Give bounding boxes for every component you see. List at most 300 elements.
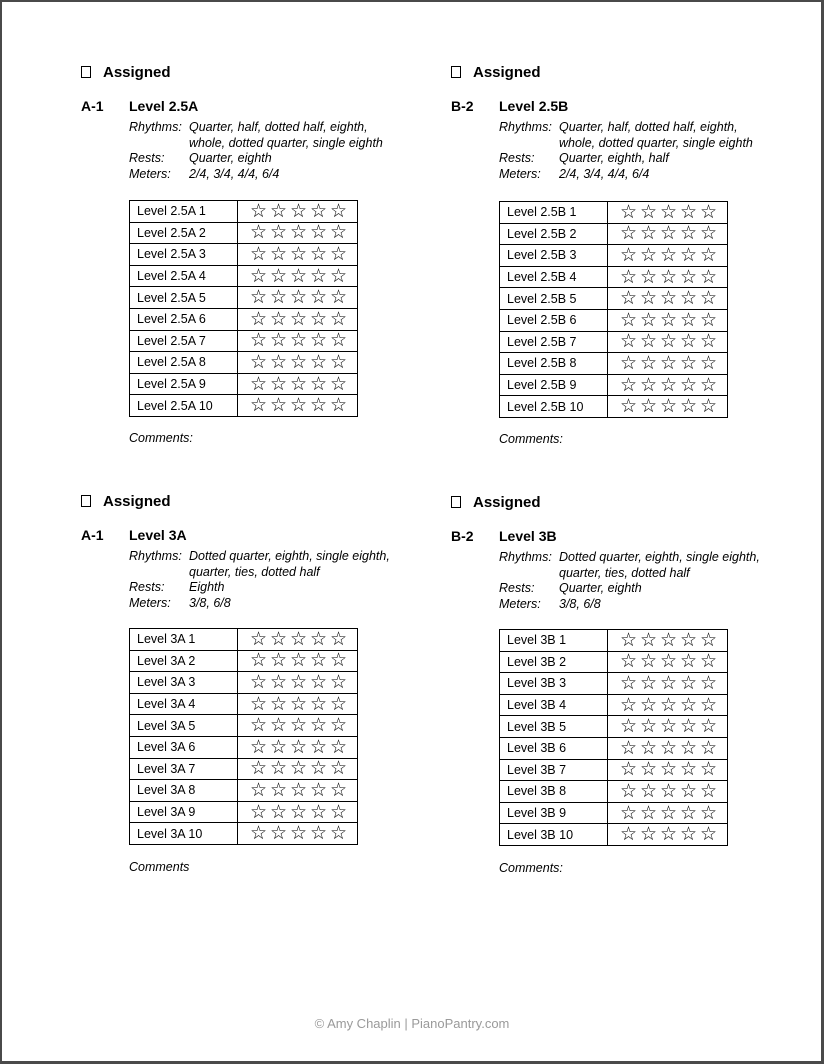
- star-outline-icon[interactable]: ☆: [329, 670, 347, 693]
- star-outline-icon[interactable]: ☆: [269, 714, 287, 737]
- star-outline-icon[interactable]: ☆: [249, 800, 267, 823]
- star-outline-icon[interactable]: ☆: [289, 714, 307, 737]
- star-outline-icon[interactable]: ☆: [679, 823, 697, 846]
- star-outline-icon[interactable]: ☆: [699, 823, 717, 846]
- assigned-row: [451, 493, 541, 511]
- table-row: [500, 245, 728, 267]
- star-outline-icon[interactable]: ☆: [639, 330, 657, 353]
- star-outline-icon[interactable]: ☆: [289, 286, 307, 309]
- star-outline-icon[interactable]: ☆: [679, 650, 697, 673]
- star-outline-icon[interactable]: ☆: [249, 822, 267, 845]
- star-outline-icon[interactable]: ☆: [619, 628, 637, 651]
- rhythms-value: Quarter, half, dotted half, eighth, whole, dotted quarter, single eighth: [189, 120, 383, 150]
- star-rating[interactable]: [238, 801, 358, 823]
- table-row: [130, 222, 358, 244]
- star-outline-icon[interactable]: ☆: [679, 801, 697, 824]
- star-outline-icon[interactable]: ☆: [329, 307, 347, 330]
- piece-name: Level 3B 4: [500, 694, 608, 716]
- star-outline-icon[interactable]: ☆: [329, 757, 347, 780]
- star-outline-icon[interactable]: ☆: [659, 736, 677, 759]
- star-outline-icon[interactable]: ☆: [659, 222, 677, 245]
- star-outline-icon[interactable]: ☆: [309, 221, 327, 244]
- star-outline-icon[interactable]: ☆: [619, 801, 637, 824]
- star-outline-icon[interactable]: ☆: [329, 394, 347, 417]
- star-outline-icon[interactable]: ☆: [269, 627, 287, 650]
- star-outline-icon[interactable]: ☆: [249, 221, 267, 244]
- star-outline-icon[interactable]: ☆: [289, 307, 307, 330]
- star-rating[interactable]: [238, 222, 358, 244]
- star-outline-icon[interactable]: ☆: [329, 199, 347, 222]
- star-outline-icon[interactable]: ☆: [619, 715, 637, 738]
- star-outline-icon[interactable]: ☆: [639, 693, 657, 716]
- piece-name: Level 2.5A 7: [130, 330, 238, 352]
- star-outline-icon[interactable]: ☆: [249, 714, 267, 737]
- piece-name: Level 3B 3: [500, 673, 608, 695]
- star-rating[interactable]: [608, 396, 728, 418]
- star-outline-icon[interactable]: ☆: [659, 801, 677, 824]
- star-outline-icon[interactable]: ☆: [309, 778, 327, 801]
- star-outline-icon[interactable]: ☆: [289, 329, 307, 352]
- star-outline-icon[interactable]: ☆: [289, 670, 307, 693]
- star-outline-icon[interactable]: ☆: [249, 372, 267, 395]
- star-outline-icon[interactable]: ☆: [679, 395, 697, 418]
- star-outline-icon[interactable]: ☆: [309, 350, 327, 373]
- star-outline-icon[interactable]: ☆: [249, 670, 267, 693]
- star-outline-icon[interactable]: ☆: [309, 649, 327, 672]
- table-row: [130, 758, 358, 780]
- star-outline-icon[interactable]: ☆: [289, 350, 307, 373]
- star-outline-icon[interactable]: ☆: [309, 757, 327, 780]
- star-outline-icon[interactable]: ☆: [619, 265, 637, 288]
- star-rating[interactable]: [608, 716, 728, 738]
- star-outline-icon[interactable]: ☆: [639, 650, 657, 673]
- table-row: [500, 630, 728, 652]
- piece-name: Level 2.5A 8: [130, 352, 238, 374]
- star-outline-icon[interactable]: ☆: [269, 692, 287, 715]
- star-outline-icon[interactable]: ☆: [679, 200, 697, 223]
- star-rating[interactable]: [608, 374, 728, 396]
- level-code: A-1: [81, 527, 104, 543]
- star-outline-icon[interactable]: ☆: [679, 222, 697, 245]
- star-outline-icon[interactable]: ☆: [309, 670, 327, 693]
- star-rating[interactable]: [608, 824, 728, 846]
- star-outline-icon[interactable]: ☆: [269, 778, 287, 801]
- star-rating[interactable]: [238, 330, 358, 352]
- star-outline-icon[interactable]: ☆: [659, 351, 677, 374]
- meters-label: Meters:: [129, 595, 171, 610]
- star-rating[interactable]: [238, 201, 358, 223]
- star-outline-icon[interactable]: ☆: [329, 286, 347, 309]
- star-outline-icon[interactable]: ☆: [269, 199, 287, 222]
- star-outline-icon[interactable]: ☆: [329, 372, 347, 395]
- star-outline-icon[interactable]: ☆: [639, 395, 657, 418]
- assigned-label: Assigned: [103, 492, 171, 510]
- star-rating[interactable]: [608, 202, 728, 224]
- star-outline-icon[interactable]: ☆: [329, 714, 347, 737]
- star-outline-icon[interactable]: ☆: [289, 221, 307, 244]
- piece-name: Level 2.5B 9: [500, 374, 608, 396]
- star-rating[interactable]: [238, 672, 358, 694]
- star-outline-icon[interactable]: ☆: [699, 200, 717, 223]
- star-rating[interactable]: [608, 266, 728, 288]
- piece-rating-table: [129, 200, 358, 417]
- star-outline-icon[interactable]: ☆: [269, 372, 287, 395]
- star-outline-icon[interactable]: ☆: [639, 779, 657, 802]
- star-rating[interactable]: [608, 630, 728, 652]
- rests-value: Eighth: [189, 580, 225, 595]
- star-outline-icon[interactable]: ☆: [619, 243, 637, 266]
- star-outline-icon[interactable]: ☆: [289, 242, 307, 265]
- star-outline-icon[interactable]: ☆: [619, 758, 637, 781]
- star-rating[interactable]: [238, 758, 358, 780]
- star-rating[interactable]: [238, 395, 358, 417]
- star-outline-icon[interactable]: ☆: [679, 758, 697, 781]
- table-row: [130, 801, 358, 823]
- star-outline-icon[interactable]: ☆: [699, 265, 717, 288]
- star-outline-icon[interactable]: ☆: [289, 735, 307, 758]
- star-outline-icon[interactable]: ☆: [289, 778, 307, 801]
- piece-name: Level 2.5A 2: [130, 222, 238, 244]
- star-outline-icon[interactable]: ☆: [619, 222, 637, 245]
- star-rating[interactable]: [608, 802, 728, 824]
- star-rating[interactable]: [608, 331, 728, 353]
- star-outline-icon[interactable]: ☆: [699, 351, 717, 374]
- assigned-checkbox[interactable]: [81, 495, 91, 507]
- star-outline-icon[interactable]: ☆: [699, 243, 717, 266]
- star-outline-icon[interactable]: ☆: [289, 627, 307, 650]
- star-outline-icon[interactable]: ☆: [269, 264, 287, 287]
- table-row: [130, 650, 358, 672]
- star-outline-icon[interactable]: ☆: [269, 350, 287, 373]
- star-rating[interactable]: [238, 736, 358, 758]
- star-outline-icon[interactable]: ☆: [289, 800, 307, 823]
- rests-value: Quarter, eighth: [189, 151, 272, 166]
- level-title: Level 3A: [129, 527, 187, 543]
- star-outline-icon[interactable]: ☆: [289, 394, 307, 417]
- star-outline-icon[interactable]: ☆: [619, 287, 637, 310]
- star-outline-icon[interactable]: ☆: [309, 264, 327, 287]
- star-outline-icon[interactable]: ☆: [699, 736, 717, 759]
- piece-name: Level 2.5B 2: [500, 223, 608, 245]
- star-outline-icon[interactable]: ☆: [659, 823, 677, 846]
- star-outline-icon[interactable]: ☆: [639, 265, 657, 288]
- star-outline-icon[interactable]: ☆: [619, 650, 637, 673]
- star-outline-icon[interactable]: ☆: [639, 351, 657, 374]
- star-outline-icon[interactable]: ☆: [249, 778, 267, 801]
- star-outline-icon[interactable]: ☆: [699, 222, 717, 245]
- star-rating[interactable]: [238, 823, 358, 845]
- star-outline-icon[interactable]: ☆: [639, 736, 657, 759]
- star-outline-icon[interactable]: ☆: [639, 200, 657, 223]
- star-outline-icon[interactable]: ☆: [269, 800, 287, 823]
- table-row: [500, 737, 728, 759]
- star-outline-icon[interactable]: ☆: [659, 693, 677, 716]
- star-outline-icon[interactable]: ☆: [619, 823, 637, 846]
- star-outline-icon[interactable]: ☆: [289, 372, 307, 395]
- star-outline-icon[interactable]: ☆: [679, 715, 697, 738]
- star-outline-icon[interactable]: ☆: [249, 199, 267, 222]
- star-rating[interactable]: [238, 352, 358, 374]
- table-row: [500, 651, 728, 673]
- star-outline-icon[interactable]: ☆: [249, 735, 267, 758]
- star-outline-icon[interactable]: ☆: [679, 671, 697, 694]
- star-outline-icon[interactable]: ☆: [659, 650, 677, 673]
- table-row: [500, 716, 728, 738]
- star-outline-icon[interactable]: ☆: [269, 757, 287, 780]
- star-outline-icon[interactable]: ☆: [309, 822, 327, 845]
- piece-name: Level 3A 10: [130, 823, 238, 845]
- star-rating[interactable]: [608, 781, 728, 803]
- star-outline-icon[interactable]: ☆: [699, 628, 717, 651]
- star-outline-icon[interactable]: ☆: [329, 221, 347, 244]
- assigned-checkbox[interactable]: [81, 66, 91, 78]
- star-rating[interactable]: [238, 287, 358, 309]
- star-outline-icon[interactable]: ☆: [289, 692, 307, 715]
- star-outline-icon[interactable]: ☆: [249, 627, 267, 650]
- star-rating[interactable]: [608, 759, 728, 781]
- piece-name: Level 3B 10: [500, 824, 608, 846]
- star-outline-icon[interactable]: ☆: [639, 628, 657, 651]
- star-outline-icon[interactable]: ☆: [659, 671, 677, 694]
- star-outline-icon[interactable]: ☆: [699, 715, 717, 738]
- piece-name: Level 2.5B 7: [500, 331, 608, 353]
- star-outline-icon[interactable]: ☆: [699, 308, 717, 331]
- star-outline-icon[interactable]: ☆: [329, 778, 347, 801]
- table-row: [500, 396, 728, 418]
- star-rating[interactable]: [608, 694, 728, 716]
- star-outline-icon[interactable]: ☆: [249, 394, 267, 417]
- star-outline-icon[interactable]: ☆: [619, 373, 637, 396]
- star-outline-icon[interactable]: ☆: [639, 671, 657, 694]
- star-outline-icon[interactable]: ☆: [699, 395, 717, 418]
- star-outline-icon[interactable]: ☆: [309, 199, 327, 222]
- star-outline-icon[interactable]: ☆: [249, 307, 267, 330]
- star-outline-icon[interactable]: ☆: [309, 329, 327, 352]
- star-outline-icon[interactable]: ☆: [249, 242, 267, 265]
- star-outline-icon[interactable]: ☆: [639, 823, 657, 846]
- star-outline-icon[interactable]: ☆: [269, 649, 287, 672]
- star-outline-icon[interactable]: ☆: [269, 307, 287, 330]
- star-outline-icon[interactable]: ☆: [679, 779, 697, 802]
- star-outline-icon[interactable]: ☆: [619, 779, 637, 802]
- table-row: [130, 395, 358, 417]
- star-outline-icon[interactable]: ☆: [309, 735, 327, 758]
- piece-name: Level 2.5B 10: [500, 396, 608, 418]
- star-outline-icon[interactable]: ☆: [659, 373, 677, 396]
- star-outline-icon[interactable]: ☆: [639, 222, 657, 245]
- star-outline-icon[interactable]: ☆: [679, 243, 697, 266]
- star-outline-icon[interactable]: ☆: [679, 330, 697, 353]
- star-outline-icon[interactable]: ☆: [249, 329, 267, 352]
- star-rating[interactable]: [608, 288, 728, 310]
- star-outline-icon[interactable]: ☆: [699, 650, 717, 673]
- star-outline-icon[interactable]: ☆: [639, 287, 657, 310]
- star-rating[interactable]: [238, 780, 358, 802]
- star-outline-icon[interactable]: ☆: [249, 649, 267, 672]
- star-rating[interactable]: [608, 737, 728, 759]
- star-outline-icon[interactable]: ☆: [619, 395, 637, 418]
- piece-name: Level 3A 6: [130, 736, 238, 758]
- star-outline-icon[interactable]: ☆: [289, 199, 307, 222]
- star-rating[interactable]: [608, 309, 728, 331]
- star-rating[interactable]: [238, 629, 358, 651]
- star-outline-icon[interactable]: ☆: [309, 307, 327, 330]
- star-outline-icon[interactable]: ☆: [699, 330, 717, 353]
- assigned-checkbox[interactable]: [451, 496, 461, 508]
- star-outline-icon[interactable]: ☆: [309, 372, 327, 395]
- star-outline-icon[interactable]: ☆: [309, 800, 327, 823]
- star-outline-icon[interactable]: ☆: [619, 671, 637, 694]
- star-outline-icon[interactable]: ☆: [679, 736, 697, 759]
- star-outline-icon[interactable]: ☆: [619, 330, 637, 353]
- star-outline-icon[interactable]: ☆: [329, 822, 347, 845]
- star-outline-icon[interactable]: ☆: [659, 200, 677, 223]
- star-outline-icon[interactable]: ☆: [329, 242, 347, 265]
- star-rating[interactable]: [238, 373, 358, 395]
- star-outline-icon[interactable]: ☆: [639, 373, 657, 396]
- star-rating[interactable]: [608, 223, 728, 245]
- piece-rating-table: [499, 201, 728, 418]
- rests-value: Quarter, eighth, half: [559, 151, 669, 166]
- piece-name: Level 3A 3: [130, 672, 238, 694]
- star-outline-icon[interactable]: ☆: [659, 715, 677, 738]
- star-outline-icon[interactable]: ☆: [309, 286, 327, 309]
- star-outline-icon[interactable]: ☆: [699, 693, 717, 716]
- star-rating[interactable]: [238, 693, 358, 715]
- star-outline-icon[interactable]: ☆: [639, 758, 657, 781]
- star-outline-icon[interactable]: ☆: [639, 308, 657, 331]
- star-outline-icon[interactable]: ☆: [329, 264, 347, 287]
- star-outline-icon[interactable]: ☆: [659, 779, 677, 802]
- star-outline-icon[interactable]: ☆: [659, 243, 677, 266]
- piece-name: Level 3B 7: [500, 759, 608, 781]
- star-outline-icon[interactable]: ☆: [329, 649, 347, 672]
- star-outline-icon[interactable]: ☆: [699, 779, 717, 802]
- star-outline-icon[interactable]: ☆: [619, 736, 637, 759]
- star-rating[interactable]: [238, 650, 358, 672]
- star-outline-icon[interactable]: ☆: [309, 394, 327, 417]
- star-outline-icon[interactable]: ☆: [269, 394, 287, 417]
- star-outline-icon[interactable]: ☆: [619, 308, 637, 331]
- star-outline-icon[interactable]: ☆: [699, 287, 717, 310]
- star-outline-icon[interactable]: ☆: [329, 350, 347, 373]
- star-rating[interactable]: [608, 353, 728, 375]
- piece-name: Level 2.5A 1: [130, 201, 238, 223]
- star-outline-icon[interactable]: ☆: [679, 265, 697, 288]
- star-outline-icon[interactable]: ☆: [639, 243, 657, 266]
- star-outline-icon[interactable]: ☆: [329, 692, 347, 715]
- star-outline-icon[interactable]: ☆: [639, 715, 657, 738]
- star-outline-icon[interactable]: ☆: [659, 287, 677, 310]
- level-code: B-2: [451, 528, 474, 544]
- star-outline-icon[interactable]: ☆: [679, 628, 697, 651]
- piece-name: Level 3B 6: [500, 737, 608, 759]
- table-row: [500, 202, 728, 224]
- star-outline-icon[interactable]: ☆: [679, 308, 697, 331]
- star-outline-icon[interactable]: ☆: [329, 735, 347, 758]
- star-rating[interactable]: [608, 651, 728, 673]
- star-outline-icon[interactable]: ☆: [309, 692, 327, 715]
- star-rating[interactable]: [608, 673, 728, 695]
- star-outline-icon[interactable]: ☆: [699, 801, 717, 824]
- level-heading: [451, 527, 557, 545]
- table-row: [500, 781, 728, 803]
- star-outline-icon[interactable]: ☆: [269, 735, 287, 758]
- star-outline-icon[interactable]: ☆: [659, 395, 677, 418]
- star-outline-icon[interactable]: ☆: [619, 200, 637, 223]
- star-outline-icon[interactable]: ☆: [679, 693, 697, 716]
- table-row: [130, 330, 358, 352]
- rests-label: Rests:: [499, 151, 535, 166]
- star-outline-icon[interactable]: ☆: [329, 800, 347, 823]
- star-outline-icon[interactable]: ☆: [679, 287, 697, 310]
- star-outline-icon[interactable]: ☆: [639, 801, 657, 824]
- rhythms-value: Quarter, half, dotted half, eighth, whole, dotted quarter, single eighth: [559, 120, 753, 150]
- star-outline-icon[interactable]: ☆: [699, 671, 717, 694]
- star-outline-icon[interactable]: ☆: [269, 822, 287, 845]
- star-rating[interactable]: [238, 308, 358, 330]
- star-outline-icon[interactable]: ☆: [309, 242, 327, 265]
- star-outline-icon[interactable]: ☆: [659, 628, 677, 651]
- star-outline-icon[interactable]: ☆: [269, 242, 287, 265]
- star-outline-icon[interactable]: ☆: [309, 714, 327, 737]
- piece-name: Level 3A 2: [130, 650, 238, 672]
- star-outline-icon[interactable]: ☆: [619, 693, 637, 716]
- star-outline-icon[interactable]: ☆: [269, 329, 287, 352]
- star-outline-icon[interactable]: ☆: [289, 264, 307, 287]
- star-rating[interactable]: [238, 265, 358, 287]
- star-outline-icon[interactable]: ☆: [659, 308, 677, 331]
- level-details: [499, 550, 777, 612]
- level-heading: [451, 97, 568, 115]
- piece-name: Level 2.5B 1: [500, 202, 608, 224]
- star-rating[interactable]: [238, 715, 358, 737]
- assigned-checkbox[interactable]: [451, 66, 461, 78]
- star-outline-icon[interactable]: ☆: [679, 351, 697, 374]
- star-outline-icon[interactable]: ☆: [309, 627, 327, 650]
- star-outline-icon[interactable]: ☆: [659, 758, 677, 781]
- star-outline-icon[interactable]: ☆: [249, 264, 267, 287]
- meters-label: Meters:: [499, 596, 541, 611]
- star-outline-icon[interactable]: ☆: [249, 757, 267, 780]
- star-outline-icon[interactable]: ☆: [249, 350, 267, 373]
- star-rating[interactable]: [238, 244, 358, 266]
- star-outline-icon[interactable]: ☆: [249, 286, 267, 309]
- meters-value: 2/4, 3/4, 4/4, 6/4: [189, 166, 280, 181]
- star-outline-icon[interactable]: ☆: [269, 670, 287, 693]
- piece-name: Level 3B 8: [500, 781, 608, 803]
- star-outline-icon[interactable]: ☆: [619, 351, 637, 374]
- rests-label: Rests:: [129, 580, 165, 595]
- star-rating[interactable]: [608, 245, 728, 267]
- star-outline-icon[interactable]: ☆: [699, 758, 717, 781]
- meters-value: 2/4, 3/4, 4/4, 6/4: [559, 166, 650, 181]
- level-details: [129, 549, 407, 611]
- star-outline-icon[interactable]: ☆: [679, 373, 697, 396]
- star-outline-icon[interactable]: ☆: [659, 265, 677, 288]
- star-outline-icon[interactable]: ☆: [269, 286, 287, 309]
- star-outline-icon[interactable]: ☆: [659, 330, 677, 353]
- star-outline-icon[interactable]: ☆: [249, 692, 267, 715]
- rhythms-value: Dotted quarter, eighth, single eighth, quarter, ties, dotted half: [559, 550, 760, 580]
- star-outline-icon[interactable]: ☆: [329, 329, 347, 352]
- star-outline-icon[interactable]: ☆: [699, 373, 717, 396]
- star-outline-icon[interactable]: ☆: [289, 757, 307, 780]
- star-outline-icon[interactable]: ☆: [269, 221, 287, 244]
- star-outline-icon[interactable]: ☆: [289, 822, 307, 845]
- star-outline-icon[interactable]: ☆: [329, 627, 347, 650]
- star-outline-icon[interactable]: ☆: [289, 649, 307, 672]
